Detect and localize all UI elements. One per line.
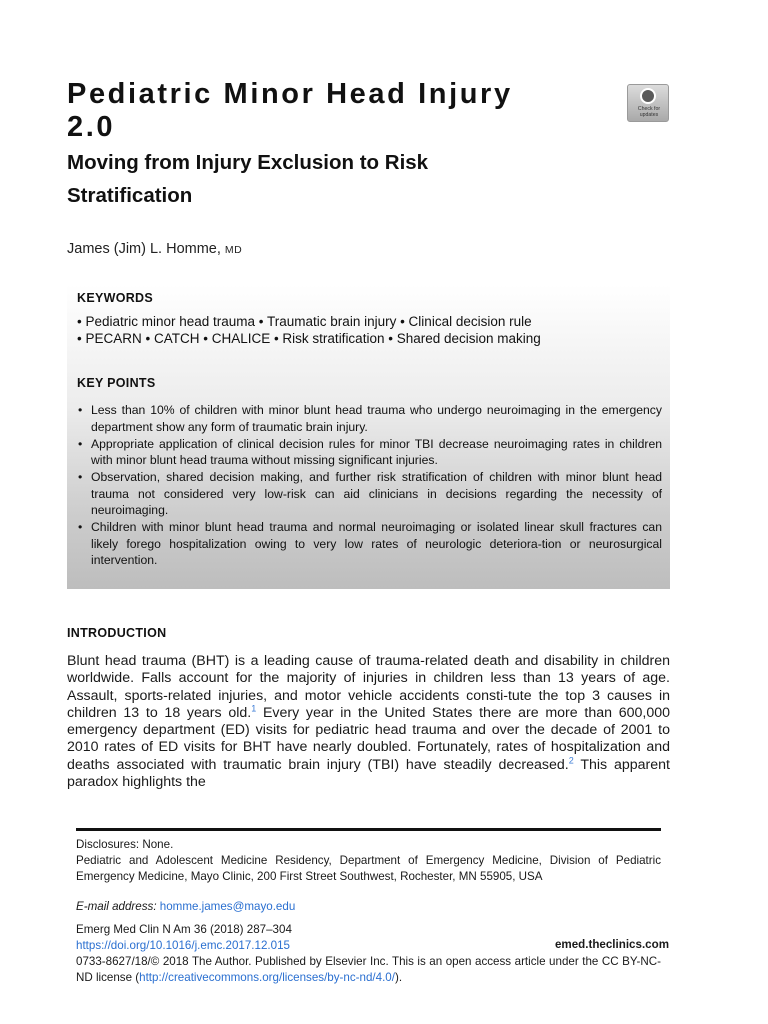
license-link[interactable]: http://creativecommons.org/licenses/by-nc-nd/4.0/ (139, 971, 395, 985)
key-point-text: Less than 10% of children with minor blunt head trauma who undergo neuroimaging in the emergency department show any form of traumatic brain injury. (91, 403, 662, 434)
introduction-paragraph (67, 653, 670, 791)
key-point-item (77, 469, 662, 519)
article-subtitle: Moving from Injury Exclusion to Risk Stratification (67, 151, 429, 207)
bullet-icon: • (78, 520, 83, 534)
disclosures-note: Disclosures: None. (76, 838, 174, 851)
key-point-text: Observation, shared decision making, and further risk stratification of children with minor blunt head trauma not considered very low-risk can aid clinicians in decisions regarding the necessity of neuroimaging. (91, 470, 662, 517)
bullet-icon: • (78, 470, 83, 484)
check-for-updates-badge[interactable] (627, 84, 669, 122)
copyright-text: 0733-8627/18/© 2018 The Author. Published by Elsevier Inc. This is an open access article under the CC BY-NC-ND license ( (76, 955, 661, 985)
keywords-line-1: • Pediatric minor head trauma • Traumatic brain injury • Clinical decision rule (77, 314, 532, 329)
doi-link[interactable]: https://doi.org/10.1016/j.emc.2017.12.015 (76, 939, 290, 952)
bullet-icon: • (78, 436, 83, 451)
key-points-list (77, 402, 662, 569)
key-point-item (77, 402, 662, 435)
key-point-text: Appropriate application of clinical decision rules for minor TBI decrease neuroimaging rates in children with minor blunt head trauma without missing significant injuries. (91, 436, 662, 467)
introduction-heading: INTRODUCTION (67, 626, 167, 640)
journal-citation: Emerg Med Clin N Am 36 (2018) 287–304 (76, 923, 292, 936)
key-point-item (77, 436, 662, 469)
copyright-note (76, 954, 661, 987)
affiliation-note: Pediatric and Adolescent Medicine Residency, Department of Emergency Medicine, Division of Pediatric Emergency Medicine, Mayo Clinic, 200 First Street Southwest, Rochester, MN 55905, USA (76, 854, 661, 884)
email-label: E-mail address: (76, 900, 157, 913)
key-point-text: Children with minor blunt head trauma and normal neuroimaging or isolated linear skull fractures can likely forego hospitalization owing to very low rates of neurologic deteriora-tion or neurosurgical intervention. (91, 520, 662, 567)
author-line (67, 241, 242, 257)
intro-text-part-3: This apparent paradox highlights the (67, 756, 670, 791)
abstract-box (67, 285, 670, 589)
keywords-line-2: • PECARN • CATCH • CHALICE • Risk stratification • Shared decision making (77, 331, 541, 346)
email-link[interactable]: homme.james@mayo.edu (159, 900, 296, 913)
key-points-heading: KEY POINTS (77, 376, 156, 390)
email-note (76, 899, 661, 915)
keywords-heading: KEYWORDS (77, 291, 154, 305)
key-point-item (77, 519, 662, 569)
bullet-icon: • (78, 403, 83, 417)
reference-link-2[interactable]: 2 (568, 755, 574, 766)
badge-label-line-2: updates (639, 112, 659, 118)
article-title: Pediatric Minor Head Injury 2.0 (67, 78, 513, 143)
intro-text-part-2: Every year in the United States there are more than 600,000 emergency department (ED) visits for pediatric head trauma and over the decade of 2001 to 2010 rates of ED visits for BHT have nearly doubled. Fortunately, rates of hospitalization and deaths associated with traumatic brain injury (TBI) have steadily decreased. (67, 704, 670, 773)
update-check-icon (640, 88, 656, 104)
badge-label (628, 106, 670, 118)
reference-link-1[interactable]: 1 (251, 703, 257, 714)
badge-label-line-1: Check for (637, 106, 661, 112)
copyright-end: ). (394, 971, 403, 985)
footnote-divider (76, 828, 661, 831)
author-degree: MD (224, 244, 243, 256)
intro-text-part-1: Blunt head trauma (BHT) is a leading cause of trauma-related death and disability in children worldwide. Falls account for the majority of injuries in children less than 13 years of age. Assault, sports-related injuries, and motor vehicle accidents consti-tute the top 3 causes in children 13 to 18 years old. (67, 653, 670, 721)
journal-site: emed.theclinics.com (554, 938, 669, 951)
author-name: James (Jim) L. Homme, (67, 241, 221, 257)
